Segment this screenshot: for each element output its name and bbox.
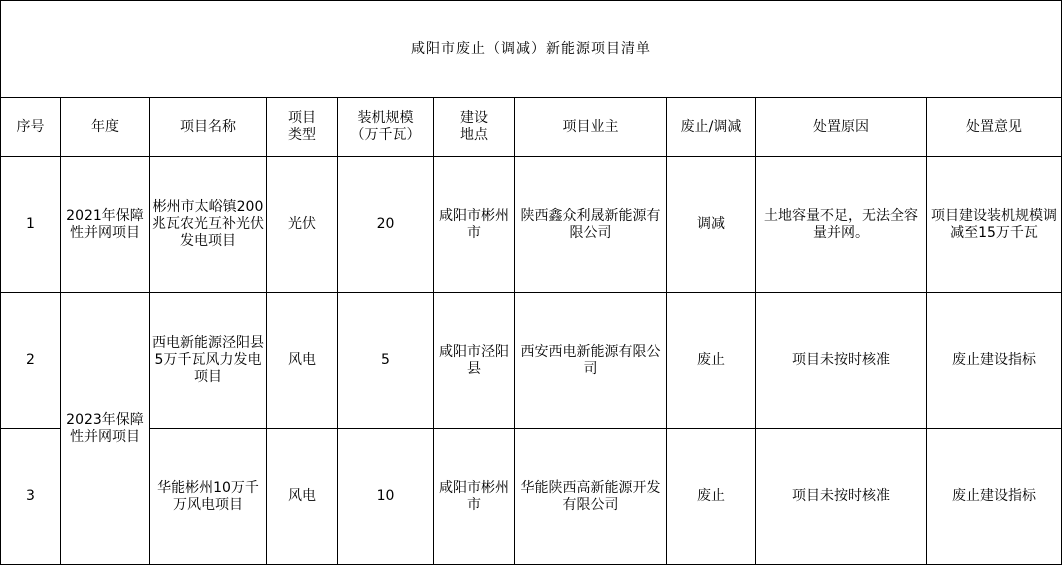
cell-opinion: 废止建设指标 — [927, 293, 1062, 429]
cell-owner — [515, 157, 667, 293]
cell-opinion — [927, 157, 1062, 293]
cell-name — [150, 157, 267, 293]
table-row — [1, 157, 1062, 293]
cell-location — [434, 157, 515, 293]
title-row — [1, 1, 1062, 98]
header-type-label: 项目类型 — [288, 110, 316, 143]
cell-location — [434, 293, 515, 429]
sheet-title: 咸阳市废止（调减）新能源项目清单 — [1, 1, 1062, 98]
header-opinion: 处置意见 — [927, 98, 1062, 157]
cell-location-text: 咸阳市彬州市 — [439, 479, 509, 513]
header-capacity-label: 装机规模（万千瓦） — [350, 110, 421, 143]
cell-reason — [756, 157, 927, 293]
cell-year-text: 2021年保障性并网项目 — [66, 207, 144, 241]
cell-owner-text: 西安西电新能源有限公司 — [520, 343, 661, 377]
cell-type: 风电 — [267, 293, 338, 429]
cell-reason: 项目未按时核准 — [756, 293, 927, 429]
table-row — [1, 429, 1062, 565]
cell-action: 调减 — [667, 157, 756, 293]
cell-capacity: 10 — [338, 429, 434, 565]
cell-type: 光伏 — [267, 157, 338, 293]
header-location-label: 建设地点 — [460, 110, 488, 143]
cell-reason-text: 土地容量不足，无法全容量并网。 — [764, 207, 918, 241]
header-type — [267, 98, 338, 157]
cell-action: 废止 — [667, 429, 756, 565]
cell-type: 风电 — [267, 429, 338, 565]
cell-owner — [515, 293, 667, 429]
cell-opinion: 废止建设指标 — [927, 429, 1062, 565]
cell-name-text: 西电新能源泾阳县5万千瓦风力发电项目 — [152, 335, 264, 385]
table-row — [1, 293, 1062, 429]
cell-name-text: 彬州市太峪镇200兆瓦农光互补光伏发电项目 — [152, 199, 264, 249]
header-year: 年度 — [61, 98, 150, 157]
cell-location-text: 咸阳市彬州市 — [439, 207, 509, 241]
cell-seq: 1 — [1, 157, 61, 293]
header-seq: 序号 — [1, 98, 61, 157]
cell-seq: 2 — [1, 293, 61, 429]
header-row — [1, 98, 1062, 157]
cell-year — [61, 157, 150, 293]
cell-owner-text: 华能陕西高新能源开发有限公司 — [520, 479, 661, 513]
cell-year-text: 2023年保障性并网项目 — [66, 411, 144, 445]
header-location — [434, 98, 515, 157]
cell-location-text: 咸阳市泾阳县 — [439, 343, 509, 377]
cell-name — [150, 429, 267, 565]
cell-owner — [515, 429, 667, 565]
cell-capacity: 5 — [338, 293, 434, 429]
cell-opinion-text: 项目建设装机规模调减至15万千瓦 — [931, 207, 1057, 241]
cell-name-text: 华能彬州10万千万风电项目 — [157, 479, 259, 513]
header-action: 废止/调减 — [667, 98, 756, 157]
cell-seq: 3 — [1, 429, 61, 565]
header-owner: 项目业主 — [515, 98, 667, 157]
cell-reason: 项目未按时核准 — [756, 429, 927, 565]
cell-name — [150, 293, 267, 429]
cell-owner-text: 陕西鑫众利晟新能源有限公司 — [520, 207, 661, 241]
cell-year-merged — [61, 293, 150, 565]
cell-location — [434, 429, 515, 565]
header-reason: 处置原因 — [756, 98, 927, 157]
cell-action: 废止 — [667, 293, 756, 429]
header-capacity — [338, 98, 434, 157]
cell-capacity: 20 — [338, 157, 434, 293]
header-name: 项目名称 — [150, 98, 267, 157]
